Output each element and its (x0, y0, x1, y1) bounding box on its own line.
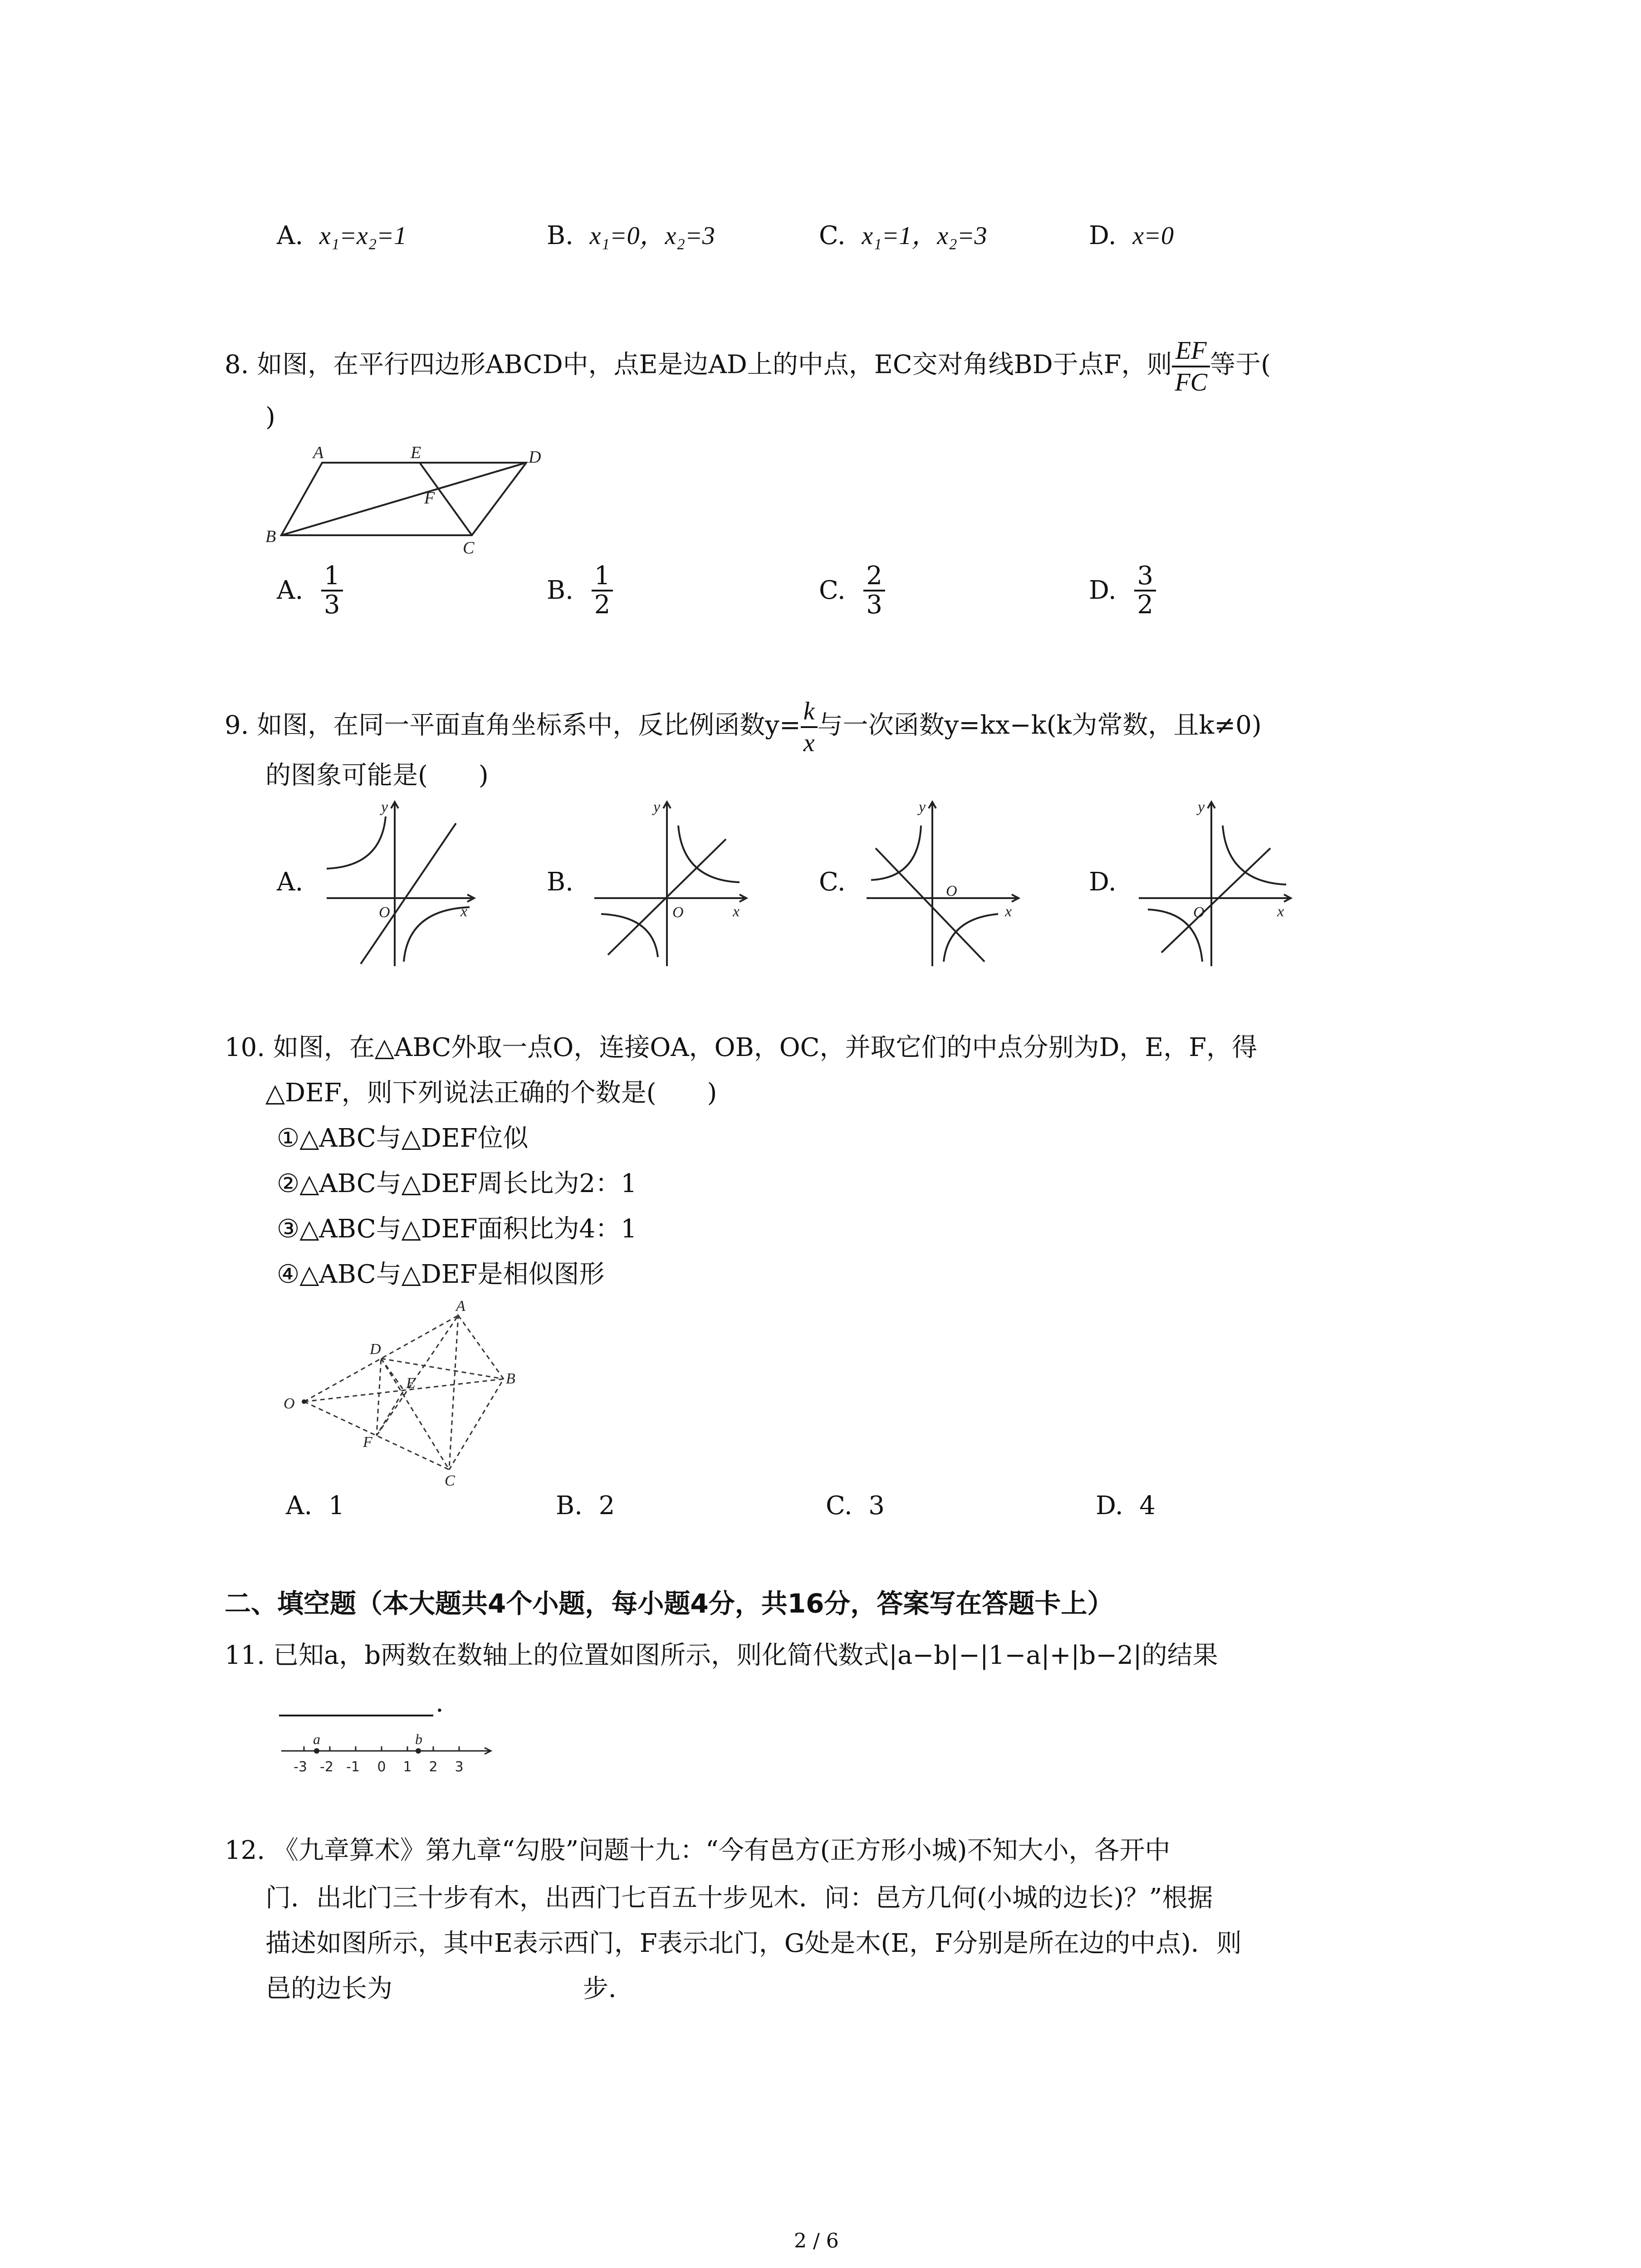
q10-option-b: B. 2 (556, 1491, 615, 1520)
svg-text:y: y (381, 799, 388, 816)
q10-statement-4: ④△ABC与△DEF是相似图形 (277, 1260, 605, 1289)
q10-option-c: C. 3 (826, 1491, 885, 1520)
q7-option-d: D. x=0 (1089, 221, 1174, 250)
q8-label-b: B (265, 527, 276, 546)
svg-text:B: B (506, 1370, 515, 1387)
q10-option-d: D. 4 (1096, 1491, 1156, 1520)
svg-text:3: 3 (455, 1759, 464, 1775)
q7-option-b: B. x₁=0，x₂=3 (547, 221, 715, 250)
q11-number-line (277, 1726, 504, 1780)
q8-option-b: B. $\frac{1}{2}$ (547, 562, 615, 619)
q9-graph-a (318, 798, 481, 971)
q9-stem-line2: 的图象可能是( ) (265, 761, 489, 790)
svg-text:1: 1 (403, 1759, 412, 1775)
q11-period: . (436, 1688, 444, 1718)
q11-stem-line1: 11. 已知a，b两数在数轴上的位置如图所示，则化简代数式|a−b|−|1−a|+|b−2|的结果 (225, 1641, 1218, 1670)
svg-text:F: F (363, 1434, 372, 1451)
q12-stem-line2: 门．出北门三十步有木，出西门七百五十步见木．问：邑方几何(小城的边长)？”根据 (265, 1883, 1213, 1913)
svg-text:y: y (1198, 799, 1205, 816)
q10-homothety-figure (277, 1297, 531, 1488)
q9-option-b-letter: B. (547, 867, 573, 897)
q9-stem-line1: 9. 如图，在同一平面直角坐标系中，反比例函数y= $\frac{k}{x}$ 与一次函数y=kx−k(k为常数，且k≠0) (225, 697, 1262, 757)
q9-option-d-letter: D. (1089, 867, 1117, 897)
q7-option-a: A. x₁=x₂=1 (277, 221, 407, 250)
q8-label-e: E (411, 445, 421, 462)
q8-label-d: D (529, 448, 541, 467)
q8-option-c: C. $\frac{2}{3}$ (819, 562, 887, 619)
svg-text:-1: -1 (346, 1759, 360, 1775)
q9-graph-d (1134, 798, 1298, 971)
q8-label-f: F (424, 489, 435, 508)
svg-text:O: O (379, 904, 390, 921)
svg-text:a: a (313, 1731, 320, 1747)
q11-answer-blank (279, 1715, 433, 1716)
q12-stem-line4: 邑的边长为 步． (265, 1974, 634, 2004)
q8-parallelogram-figure (263, 445, 544, 562)
q7-option-c: C. x₁=1，x₂=3 (819, 221, 987, 250)
q12-stem-line1: 12. 《九章算术》第九章“勾股”问题十九：“今有邑方(正方形小城)不知大小，各开中 (225, 1836, 1171, 1865)
svg-text:y: y (919, 799, 926, 816)
q8-label-c: C (463, 538, 475, 557)
q8-stem-line2: ) (265, 402, 275, 432)
svg-text:-2: -2 (320, 1759, 333, 1775)
svg-text:x: x (733, 903, 740, 920)
svg-text:y: y (653, 799, 661, 816)
section2-heading: 二、填空题（本大题共4个小题，每小题4分，共16分，答案写在答题卡上） (225, 1588, 1114, 1619)
q10-statement-2: ②△ABC与△DEF周长比为2：1 (277, 1169, 637, 1198)
svg-text:x: x (1277, 903, 1284, 920)
q9-option-c-letter: C. (819, 867, 846, 897)
page-number: 2 / 6 (794, 2229, 839, 2253)
svg-text:-3: -3 (294, 1759, 307, 1775)
q12-stem-line3: 描述如图所示，其中E表示西门，F表示北门，G处是木(E，F分别是所在边的中点)．则 (265, 1929, 1242, 1958)
svg-text:O: O (672, 904, 684, 921)
svg-text:O: O (1193, 904, 1205, 921)
svg-text:O: O (284, 1395, 295, 1412)
q8-option-a: A. $\frac{1}{3}$ (277, 562, 345, 619)
q9-graph-c (862, 798, 1025, 971)
q8-option-d: D. $\frac{3}{2}$ (1089, 562, 1158, 619)
svg-text:C: C (445, 1472, 455, 1488)
q10-stem-line2: △DEF，则下列说法正确的个数是( ) (265, 1078, 717, 1108)
svg-text:0: 0 (377, 1759, 386, 1775)
svg-text:E: E (406, 1375, 416, 1392)
q10-stem-line1: 10. 如图，在△ABC外取一点O，连接OA，OB，OC，并取它们的中点分别为D，E，F，得 (225, 1033, 1258, 1062)
q10-statement-1: ①△ABC与△DEF位似 (277, 1124, 529, 1153)
q9-option-a-letter: A. (277, 867, 304, 897)
svg-text:A: A (456, 1298, 465, 1315)
q10-statement-3: ③△ABC与△DEF面积比为4：1 (277, 1214, 637, 1244)
q8-label-a: A (313, 445, 324, 462)
q10-option-a: A. 1 (286, 1491, 345, 1520)
q8-stem-line1: 8. 如图，在平行四边形ABCD中，点E是边AD上的中点，EC交对角线BD于点F，则 $\frac{EF}{FC}$ 等于( (225, 337, 1271, 396)
svg-text:D: D (370, 1341, 381, 1358)
svg-text:O: O (946, 883, 957, 899)
svg-text:x: x (1005, 903, 1012, 920)
svg-text:2: 2 (429, 1759, 438, 1775)
svg-text:b: b (415, 1731, 422, 1747)
svg-text:x: x (460, 903, 468, 920)
q9-graph-b (590, 798, 753, 971)
